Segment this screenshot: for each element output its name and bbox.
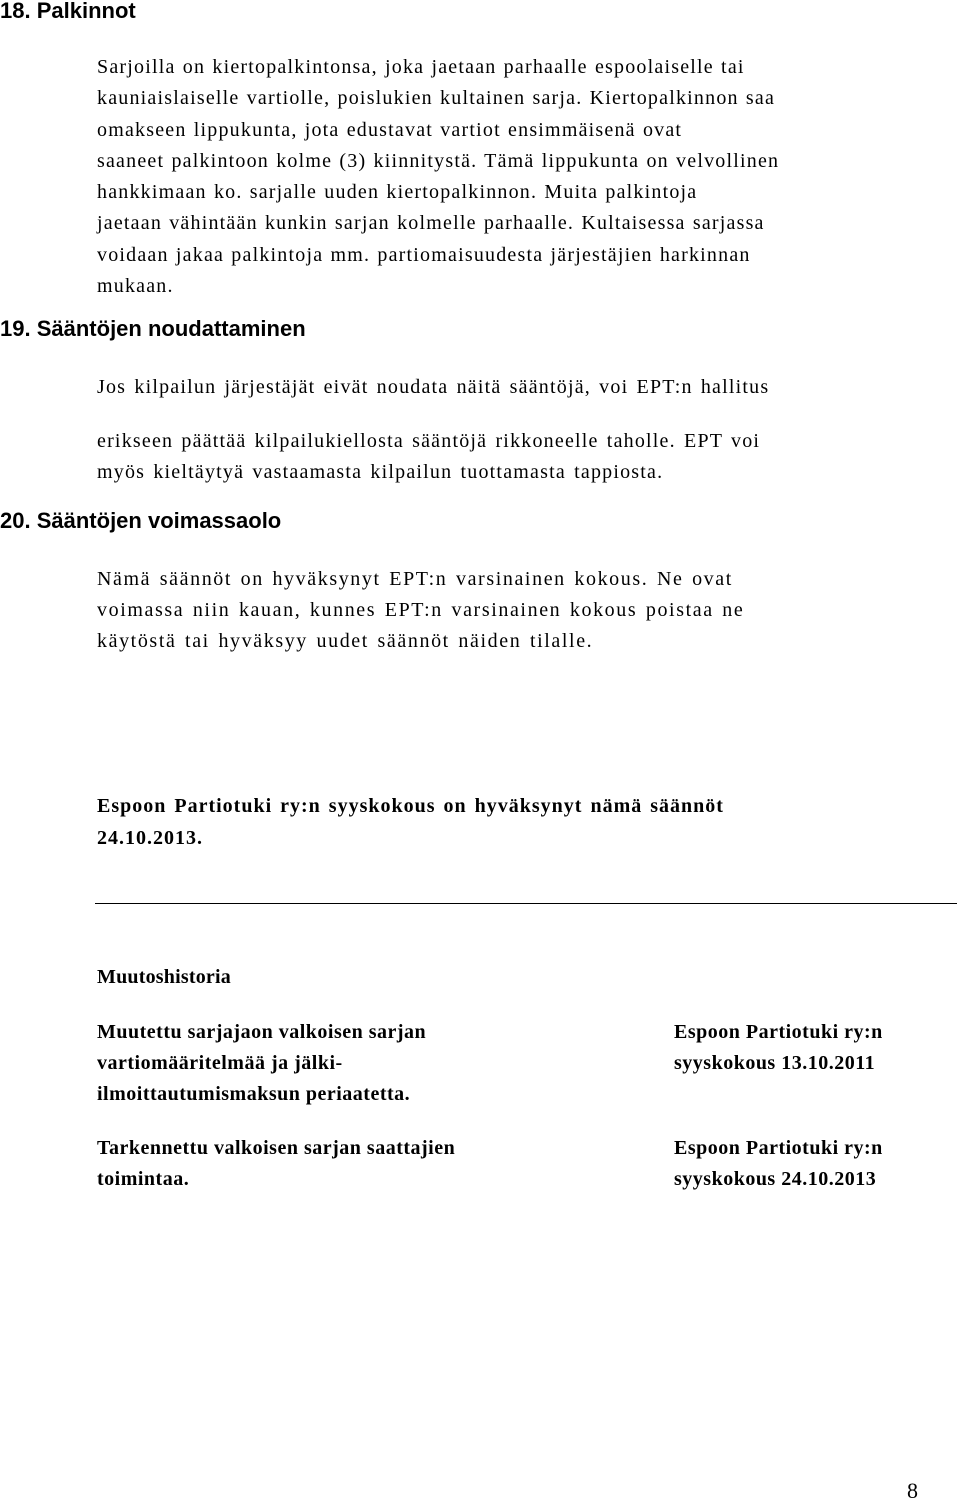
text-line: voidaan jakaa palkintoja mm. partiomaisuudesta järjestäjien harkinnan — [97, 243, 751, 266]
history-title: Muutoshistoria — [97, 966, 231, 988]
text-line: hankkimaan ko. sarjalle uuden kiertopalkinnon. Muita palkintoja — [97, 181, 698, 204]
history-text-line: syyskokous 24.10.2013 — [674, 1168, 877, 1190]
history-text-line: ilmoittautumismaksun periaatetta. — [97, 1083, 411, 1105]
history-text-line: toimintaa. — [97, 1168, 190, 1190]
history-text-line: vartiomääritelmää ja jälki- — [97, 1052, 343, 1074]
section-heading-18 — [0, 0, 136, 24]
section-body-20 — [97, 564, 744, 657]
history-text-line: Espoon Partiotuki ry:n — [674, 1021, 883, 1043]
section-title: Sääntöjen voimassaolo — [36, 508, 282, 533]
history-text-line: syyskokous 13.10.2011 — [674, 1052, 876, 1074]
page-number: 8 — [907, 1478, 918, 1503]
text-line: omakseen lippukunta, jota edustavat vartiot ensimmäisenä ovat — [97, 118, 683, 141]
history-text-line: Muutettu sarjajaon valkoisen sarjan — [97, 1021, 427, 1043]
text-line: Nämä säännöt on hyväksynyt EPT:n varsinainen kokous. Ne ovat — [97, 568, 733, 590]
section-title: Palkinnot — [36, 0, 136, 23]
text-line: jaetaan vähintään kunkin sarjan kolmelle parhaalle. Kultaisessa sarjassa — [97, 212, 765, 235]
history-entry-1-change — [97, 1017, 426, 1110]
section-body-18 — [97, 52, 779, 302]
section-number: 19. — [0, 316, 31, 341]
approval-date: 24.10.2013. — [97, 827, 203, 849]
text-line: kauniaislaiselle vartiolle, poislukien kultainen sarja. Kiertopalkinnon saa — [97, 87, 776, 110]
text-line: myös kieltäytyä vastaamasta kilpailun tuottamasta tappiosta. — [97, 461, 664, 483]
history-entry-2-decided — [674, 1133, 883, 1195]
text-line: erikseen päättää kilpailukiellosta sääntöjä rikkoneelle taholle. EPT voi — [97, 430, 761, 452]
history-text-line: Espoon Partiotuki ry:n — [674, 1137, 883, 1159]
section-title: Sääntöjen noudattaminen — [36, 316, 306, 341]
text-line: mukaan. — [97, 275, 174, 298]
section-heading-19 — [0, 316, 306, 342]
text-line: Sarjoilla on kiertopalkintonsa, joka jaetaan parhaalle espoolaiselle tai — [97, 56, 745, 78]
divider-line — [95, 903, 957, 904]
text-line: Jos kilpailun järjestäjät eivät noudata näitä sääntöjä, voi EPT:n hallitus — [97, 376, 770, 398]
section-number: 18. — [0, 0, 31, 23]
history-text-line: Tarkennettu valkoisen sarjan saattajien — [97, 1137, 456, 1159]
text-line: voimassa niin kauan, kunnes EPT:n varsinainen kokous poistaa ne — [97, 599, 745, 621]
text-line: käytöstä tai hyväksyy uudet säännöt näiden tilalle. — [97, 630, 594, 652]
section-body-19-rest — [97, 426, 760, 488]
section-number: 20. — [0, 508, 31, 533]
section-body-19-first — [97, 372, 769, 402]
history-entry-2-change — [97, 1133, 455, 1195]
approval-statement — [97, 790, 724, 854]
approval-line: Espoon Partiotuki ry:n syyskokous on hyväksynyt nämä säännöt — [97, 795, 724, 817]
section-heading-20 — [0, 508, 281, 534]
history-entry-1-decided — [674, 1017, 883, 1079]
text-line: saaneet palkintoon kolme (3) kiinnitystä. Tämä lippukunta on velvollinen — [97, 149, 780, 172]
